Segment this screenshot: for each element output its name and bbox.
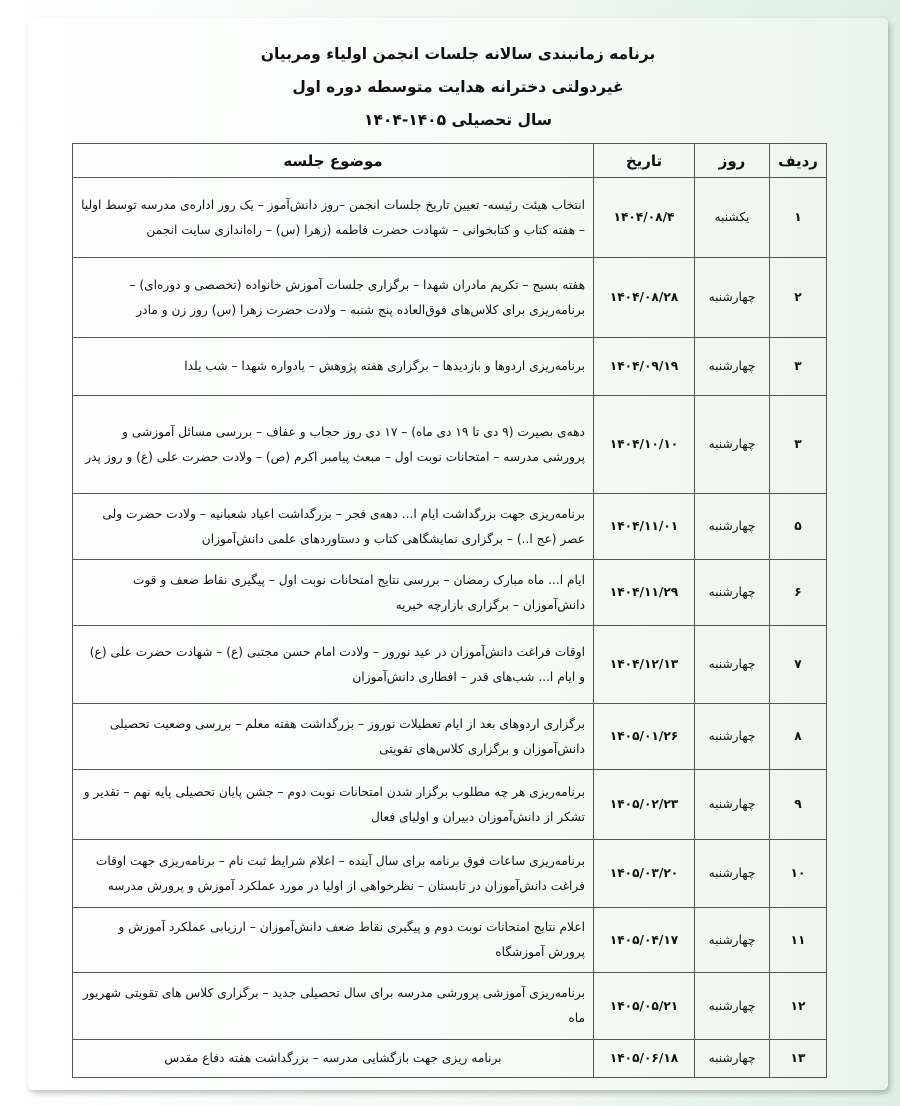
row-day: چهارشنبه xyxy=(695,840,770,908)
row-day: چهارشنبه xyxy=(695,973,770,1040)
row-date: ۱۴۰۵/۰۳/۲۰ xyxy=(594,840,695,908)
row-topic: برنامه‌ریزی آموزشی پرورشی مدرسه برای سال تحصیلی جدید – برگزاری کلاس های تقویتی شهریور ماه xyxy=(73,973,594,1040)
row-date: ۱۴۰۴/۰۹/۱۹ xyxy=(594,338,695,396)
table-row xyxy=(73,770,827,840)
row-date: ۱۴۰۵/۰۵/۲۱ xyxy=(594,973,695,1040)
row-topic: برنامه ریزی جهت بازگشایی مدرسه – بزرگداشت هفته دفاع مقدس xyxy=(73,1040,594,1078)
row-topic: برنامه‌ریزی اردوها و بازدیدها – برگزاری هفته پژوهش – یادواره شهدا – شب یلدا xyxy=(73,338,594,396)
row-day: چهارشنبه xyxy=(695,494,770,560)
row-topic: برگزاری اردوهای بعد از ایام تعطیلات نوروز – بزرگداشت هفته معلم – بررسی وضعیت تحصیلی دانش‌آموزان و برگزاری کلاس‌های تقویتی xyxy=(73,704,594,770)
table-row xyxy=(73,973,827,1040)
row-day: چهارشنبه xyxy=(695,770,770,840)
row-date: ۱۴۰۵/۰۶/۱۸ xyxy=(594,1040,695,1078)
table-header-row xyxy=(73,144,827,178)
row-topic: اعلام نتایج امتحانات نوبت دوم و پیگیری نقاط ضعف دانش‌آموزان – ارزیابی عملکرد آموزش و پرورش آموزشگاه xyxy=(73,908,594,973)
row-date: ۱۴۰۴/۰۸/۲۸ xyxy=(594,258,695,338)
table-row xyxy=(73,178,827,258)
row-topic: برنامه‌ریزی هر چه مطلوب برگزار شدن امتحانات نوبت دوم – جشن پایان تحصیلی پایه نهم – تقدیر و تشکر از دانش‌آموزان دبیران و اولیای فعال xyxy=(73,770,594,840)
table-row xyxy=(73,704,827,770)
row-topic: ایام ا... ماه مبارک رمضان – بررسی نتایج امتحانات نوبت اول – پیگیری نقاط ضعف و قوت دانش‌آموزان – برگزاری بازارچه خیریه xyxy=(73,560,594,626)
row-day: چهارشنبه xyxy=(695,396,770,494)
table-row xyxy=(73,494,827,560)
header-topic: موضوع جلسه xyxy=(73,144,594,178)
row-topic: برنامه‌ریزی جهت بزرگداشت ایام ا... دهه‌ی فجر – بزرگداشت اعیاد شعبانیه – ولادت حضرت ولی عصر (عج ا..) – برگزاری نمایشگاهی کتاب و دستاوردهای علمی دانش‌آموزان xyxy=(73,494,594,560)
row-topic: اوقات فراغت دانش‌آموزان در عید نوروز – ولادت امام حسن مجتبی (ع) – شهادت حضرت علی (ع) و ایام ا... شب‌های قدر – افطاری دانش‌آموزان xyxy=(73,626,594,704)
row-date: ۱۴۰۴/۱۰/۱۰ xyxy=(594,396,695,494)
row-day: چهارشنبه xyxy=(695,560,770,626)
table-row xyxy=(73,908,827,973)
row-day: چهارشنبه xyxy=(695,626,770,704)
row-number: ۱ xyxy=(770,178,827,258)
table-row xyxy=(73,338,827,396)
row-number: ۵ xyxy=(770,494,827,560)
row-date: ۱۴۰۵/۰۱/۲۶ xyxy=(594,704,695,770)
table-row xyxy=(73,626,827,704)
row-day: چهارشنبه xyxy=(695,258,770,338)
row-number: ۹ xyxy=(770,770,827,840)
table-row xyxy=(73,396,827,494)
row-date: ۱۴۰۵/۰۲/۲۳ xyxy=(594,770,695,840)
schedule-table xyxy=(72,143,827,1078)
title-line-2: غیردولتی دخترانه هدایت متوسطه دوره اول xyxy=(292,78,624,96)
row-date: ۱۴۰۴/۰۸/۴ xyxy=(594,178,695,258)
row-date: ۱۴۰۴/۱۲/۱۳ xyxy=(594,626,695,704)
row-topic: انتخاب هیئت رئیسه- تعیین تاریخ جلسات انجمن –روز دانش‌آموز – یک روز اداره‌ی مدرسه توسط اولیا – هفته کتاب و کتابخوانی – شهادت حضرت فاطمه (زهرا (س) – راه‌اندازی سایت انجمن xyxy=(73,178,594,258)
row-number: ۷ xyxy=(770,626,827,704)
row-number: ۱۱ xyxy=(770,908,827,973)
header-date: تاریخ xyxy=(594,144,695,178)
row-day: چهارشنبه xyxy=(695,908,770,973)
row-day: چهارشنبه xyxy=(695,1040,770,1078)
row-topic: دهه‌ی بصیرت (۹ دی تا ۱۹ دی ماه) – ۱۷ دی روز حجاب و عفاف – بررسی مسائل آموزشی و پرورشی مدرسه – امتحانات نوبت اول – مبعث پیامبر اکرم (ص) – ولادت حضرت علی (ع) و روز پدر xyxy=(73,396,594,494)
row-number: ۶ xyxy=(770,560,827,626)
document-header xyxy=(28,44,888,143)
row-number: ۳ xyxy=(770,396,827,494)
document-sheet xyxy=(28,18,888,1090)
row-topic: هفته بسیج – تکریم مادران شهدا – برگزاری جلسات آموزش خانواده (تخصصی و دوره‌ای) – برنامه‌ریزی برای کلاس‌های فوق‌العاده پنج شنبه – ولادت حضرت زهرا (س) روز زن و مادر xyxy=(73,258,594,338)
row-number: ۱۲ xyxy=(770,973,827,1040)
row-date: ۱۴۰۴/۱۱/۲۹ xyxy=(594,560,695,626)
table-row xyxy=(73,560,827,626)
row-date: ۱۴۰۵/۰۴/۱۷ xyxy=(594,908,695,973)
row-day: چهارشنبه xyxy=(695,338,770,396)
row-date: ۱۴۰۴/۱۱/۰۱ xyxy=(594,494,695,560)
row-number: ۸ xyxy=(770,704,827,770)
table-row xyxy=(73,840,827,908)
row-day: یکشنبه xyxy=(695,178,770,258)
row-topic: برنامه‌ریزی ساعات فوق برنامه برای سال آینده – اعلام شرایط ثبت نام – برنامه‌ریزی جهت اوقات فراغت دانش‌آموزان در تابستان – نظرخواهی از اولیا در مورد عملکرد آموزش و پرورش مدرسه xyxy=(73,840,594,908)
table-row xyxy=(73,258,827,338)
table-row xyxy=(73,1040,827,1078)
row-number: ۲ xyxy=(770,258,827,338)
row-day: چهارشنبه xyxy=(695,704,770,770)
header-day: روز xyxy=(695,144,770,178)
header-row-number: ردیف xyxy=(770,144,827,178)
title-line-3: سال تحصیلی ۱۴۰۵-۱۴۰۴ xyxy=(363,111,553,129)
row-number: ۳ xyxy=(770,338,827,396)
row-number: ۱۰ xyxy=(770,840,827,908)
title-line-1: برنامه زمانبندی سالانه جلسات انجمن اولیاء ومربیان xyxy=(260,45,656,63)
row-number: ۱۳ xyxy=(770,1040,827,1078)
